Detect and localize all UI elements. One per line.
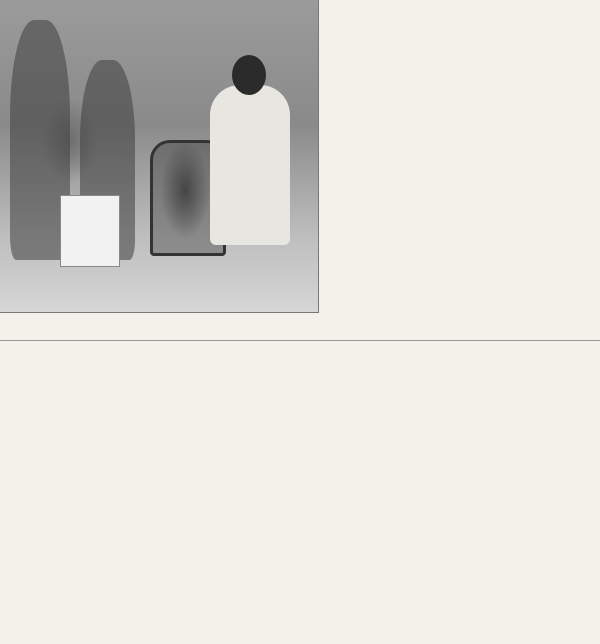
section-divider bbox=[0, 340, 600, 341]
street-crowd-photo bbox=[0, 0, 319, 313]
article-column-bottom-left bbox=[2, 345, 368, 642]
article-column-top-right bbox=[322, 2, 598, 337]
article-column-bottom-right bbox=[430, 345, 598, 642]
photo-woman-head bbox=[232, 55, 266, 95]
section-heading bbox=[370, 345, 428, 575]
photo-caption bbox=[14, 318, 314, 334]
photo-shopping-bag bbox=[60, 195, 120, 267]
photo-woman-coat bbox=[210, 85, 290, 245]
